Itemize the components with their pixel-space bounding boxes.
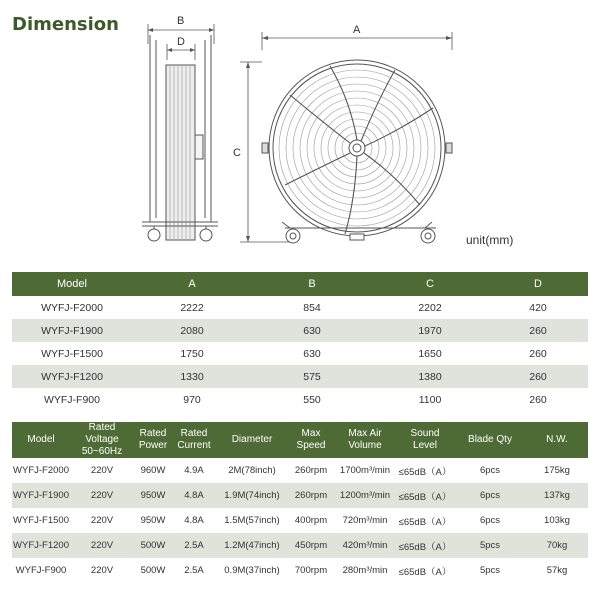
cell-d: 260 xyxy=(488,319,588,342)
cell-current: 4.9A xyxy=(172,458,216,483)
cell-net-weight: 175kg xyxy=(526,458,588,483)
cell-model: WYFJ-F1200 xyxy=(12,533,70,558)
column-header-sound-level: Sound Level xyxy=(396,422,454,458)
cell-b: 575 xyxy=(252,365,372,388)
cell-b: 550 xyxy=(252,388,372,411)
side-view-drawing xyxy=(142,24,218,241)
table-row xyxy=(12,558,588,583)
cell-b: 854 xyxy=(252,296,372,319)
cell-c: 1970 xyxy=(372,319,488,342)
cell-d: 260 xyxy=(488,388,588,411)
dimension-label-c: C xyxy=(233,147,241,159)
cell-c: 1650 xyxy=(372,342,488,365)
column-header-a: A xyxy=(132,272,252,296)
front-view-drawing xyxy=(240,32,452,243)
cell-a: 1750 xyxy=(132,342,252,365)
cell-voltage: 220V xyxy=(70,458,134,483)
column-header-diameter: Diameter xyxy=(216,422,288,458)
dimension-diagram xyxy=(0,0,600,270)
cell-c: 1100 xyxy=(372,388,488,411)
cell-air-volume: 420m³/min xyxy=(334,533,396,558)
cell-diameter: 1.5M(57inch) xyxy=(216,508,288,533)
cell-diameter: 0.9M(37inch) xyxy=(216,558,288,583)
table-row xyxy=(12,483,588,508)
dimension-label-a: A xyxy=(353,24,361,36)
specification-table xyxy=(12,422,588,583)
table-row xyxy=(12,342,588,365)
table-row xyxy=(12,365,588,388)
column-header-net-weight: N.W. xyxy=(526,422,588,458)
column-header-rated-current: Rated Current xyxy=(172,422,216,458)
cell-speed: 700rpm xyxy=(288,558,334,583)
cell-d: 260 xyxy=(488,342,588,365)
cell-model: WYFJ-F1200 xyxy=(12,365,132,388)
cell-diameter: 1.9M(74inch) xyxy=(216,483,288,508)
cell-current: 2.5A xyxy=(172,558,216,583)
column-header-blade-qty: Blade Qty xyxy=(454,422,526,458)
cell-b: 630 xyxy=(252,319,372,342)
cell-voltage: 220V xyxy=(70,508,134,533)
column-header-rated-voltage: Rated Voltage 50~60Hz xyxy=(70,422,134,458)
cell-power: 950W xyxy=(134,508,172,533)
dimension-label-b: B xyxy=(177,15,185,27)
table-row xyxy=(12,388,588,411)
specification-table-header xyxy=(12,422,588,458)
cell-speed: 260rpm xyxy=(288,458,334,483)
cell-current: 4.8A xyxy=(172,483,216,508)
column-header-d: D xyxy=(488,272,588,296)
column-header-max-air-volume: Max Air Volume xyxy=(334,422,396,458)
cell-sound-level: ≤65dB（A） xyxy=(396,533,454,558)
cell-current: 2.5A xyxy=(172,533,216,558)
cell-c: 2202 xyxy=(372,296,488,319)
cell-air-volume: 720m³/min xyxy=(334,508,396,533)
dimension-label-d: D xyxy=(177,36,185,48)
column-header-model: Model xyxy=(12,272,132,296)
cell-sound-level: ≤65dB（A） xyxy=(396,458,454,483)
cell-a: 2222 xyxy=(132,296,252,319)
cell-a: 970 xyxy=(132,388,252,411)
cell-a: 1330 xyxy=(132,365,252,388)
cell-c: 1380 xyxy=(372,365,488,388)
column-header-rated-power: Rated Power xyxy=(134,422,172,458)
cell-blade-qty: 6pcs xyxy=(454,483,526,508)
cell-voltage: 220V xyxy=(70,558,134,583)
cell-diameter: 2M(78inch) xyxy=(216,458,288,483)
cell-current: 4.8A xyxy=(172,508,216,533)
cell-net-weight: 103kg xyxy=(526,508,588,533)
table-row xyxy=(12,533,588,558)
cell-sound-level: ≤65dB（A） xyxy=(396,483,454,508)
cell-air-volume: 280m³/min xyxy=(334,558,396,583)
cell-d: 420 xyxy=(488,296,588,319)
cell-voltage: 220V xyxy=(70,483,134,508)
column-header-b: B xyxy=(252,272,372,296)
cell-model: WYFJ-F1900 xyxy=(12,319,132,342)
column-header-model: Model xyxy=(12,422,70,458)
cell-model: WYFJ-F900 xyxy=(12,558,70,583)
cell-model: WYFJ-F1900 xyxy=(12,483,70,508)
cell-blade-qty: 6pcs xyxy=(454,458,526,483)
cell-power: 960W xyxy=(134,458,172,483)
cell-blade-qty: 5pcs xyxy=(454,558,526,583)
table-row xyxy=(12,296,588,319)
cell-sound-level: ≤65dB（A） xyxy=(396,508,454,533)
cell-net-weight: 70kg xyxy=(526,533,588,558)
cell-model: WYFJ-F1500 xyxy=(12,342,132,365)
cell-power: 500W xyxy=(134,558,172,583)
cell-b: 630 xyxy=(252,342,372,365)
cell-model: WYFJ-F1500 xyxy=(12,508,70,533)
cell-net-weight: 57kg xyxy=(526,558,588,583)
cell-net-weight: 137kg xyxy=(526,483,588,508)
table-row xyxy=(12,458,588,483)
cell-air-volume: 1200m³/min xyxy=(334,483,396,508)
cell-diameter: 1.2M(47inch) xyxy=(216,533,288,558)
table-row xyxy=(12,508,588,533)
cell-blade-qty: 5pcs xyxy=(454,533,526,558)
cell-sound-level: ≤65dB（A） xyxy=(396,558,454,583)
cell-model: WYFJ-F900 xyxy=(12,388,132,411)
cell-a: 2080 xyxy=(132,319,252,342)
cell-power: 950W xyxy=(134,483,172,508)
unit-label: unit(mm) xyxy=(466,233,514,247)
cell-speed: 260rpm xyxy=(288,483,334,508)
cell-speed: 400rpm xyxy=(288,508,334,533)
column-header-max-speed: Max Speed xyxy=(288,422,334,458)
cell-power: 500W xyxy=(134,533,172,558)
cell-air-volume: 1700m³/min xyxy=(334,458,396,483)
cell-d: 260 xyxy=(488,365,588,388)
dimension-table xyxy=(12,272,588,411)
cell-voltage: 220V xyxy=(70,533,134,558)
cell-speed: 450rpm xyxy=(288,533,334,558)
cell-model: WYFJ-F2000 xyxy=(12,296,132,319)
dimension-table-header xyxy=(12,272,588,296)
table-row xyxy=(12,319,588,342)
cell-model: WYFJ-F2000 xyxy=(12,458,70,483)
page-title: Dimension xyxy=(12,14,119,35)
column-header-c: C xyxy=(372,272,488,296)
cell-blade-qty: 6pcs xyxy=(454,508,526,533)
